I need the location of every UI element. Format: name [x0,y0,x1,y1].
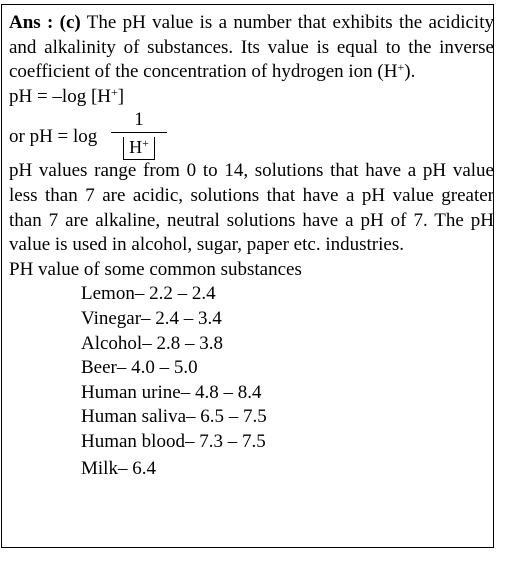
fraction-denominator [123,137,155,160]
list-item: Beer– 4.0 – 5.0 [81,357,198,379]
answer-content [9,11,494,481]
list-item: Human blood– 7.3 – 7.5 [81,430,266,452]
ph-range-paragraph: pH values range from 0 to 14, solutions that have a pH value less than 7 are acidic, solutions that have a pH value greater than 7 are alkaline, neutral solutions have a pH of 7. The pH value is used in alcohol, sugar, paper etc. industries. [9,160,494,256]
denominator-text: H [129,137,143,158]
list-item: Milk– 6.4 [81,457,156,479]
list-item: Human saliva– 6.5 – 7.5 [81,406,267,428]
fraction [111,109,167,161]
formula1-end: ] [117,85,125,107]
substances-heading: PH value of some common substances [9,258,302,280]
intro-superscript: + [397,60,405,75]
answer-label: Ans : (c) [9,12,81,33]
list-item: Human urine– 4.8 – 8.4 [81,381,262,403]
list-item: Alcohol– 2.8 – 3.8 [81,332,223,354]
intro-text: The pH value is a number that exhibits the acidicity and alkalinity of substances. Its value is equal to the inverse coefficient of the concentration of hydrogen ion (H [9,12,494,83]
formula-ph-reciprocal [9,109,494,159]
denominator-superscript: + [142,136,149,151]
formula1-superscript: + [111,84,118,99]
intro-end: ). [404,61,416,83]
answer-intro-paragraph [9,11,494,85]
fraction-bar [111,132,167,133]
formula2-lhs: or pH = log [9,126,98,148]
substances-list [9,282,494,481]
formula-ph-log [9,85,494,110]
answer-box [1,4,494,548]
list-item: Lemon– 2.2 – 2.4 [81,283,216,305]
fraction-numerator: 1 [134,109,144,131]
formula1-lhs: pH = –log [H [9,85,112,107]
list-item: Vinegar– 2.4 – 3.4 [81,307,222,329]
